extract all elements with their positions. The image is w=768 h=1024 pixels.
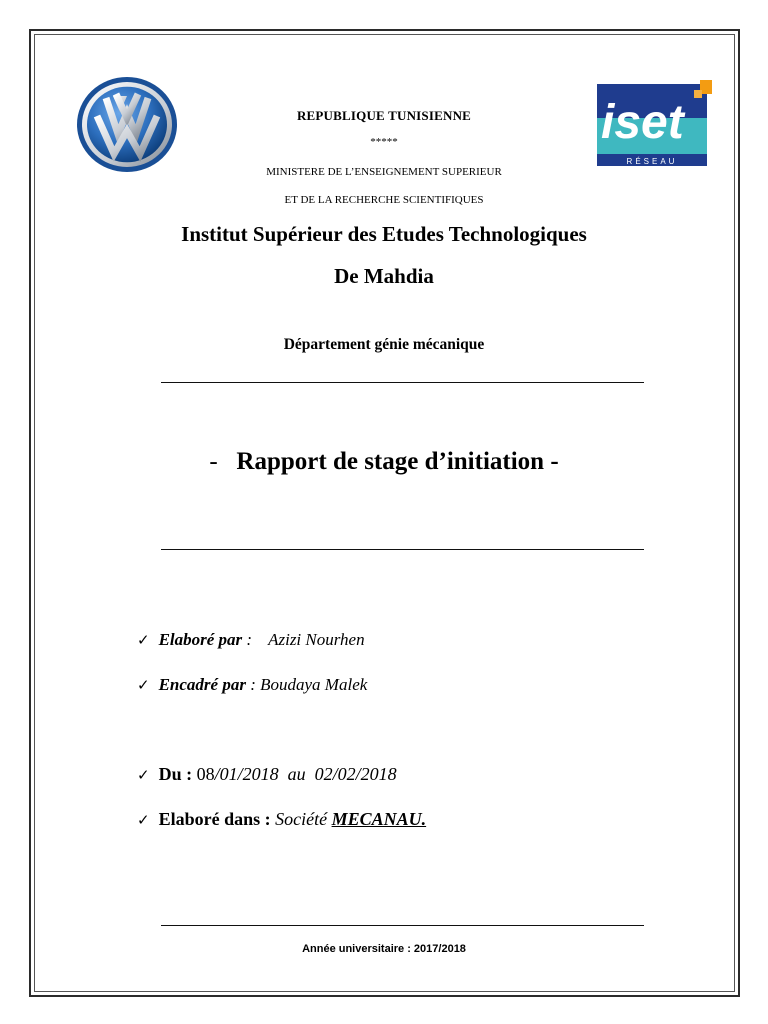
period-end: 02/02/2018: [314, 764, 397, 784]
divider-middle: [161, 549, 644, 550]
period-connector: au: [287, 764, 306, 784]
supervised-by-separator: :: [245, 675, 256, 694]
separator-stars: *****: [370, 136, 398, 148]
republic-heading: REPUBLIQUE TUNISIENNE: [296, 108, 472, 123]
iset-logo: [597, 80, 712, 168]
company-label: Elaboré dans :: [158, 809, 271, 829]
ministry-line-1: MINISTERE DE L’ENSEIGNEMENT SUPERIEUR: [266, 166, 502, 178]
prepared-by-label: Elaboré par: [158, 630, 243, 649]
checkmark-icon: ✓: [137, 766, 150, 784]
company-name: MECANAU.: [331, 809, 427, 829]
divider-bottom: [161, 925, 644, 926]
svg-text:iset: iset: [601, 96, 684, 149]
institute-name: Institut Supérieur des Etudes Technologiques: [181, 222, 587, 246]
supervised-by-label: Encadré par: [158, 675, 246, 694]
institute-city: De Mahdia: [334, 264, 434, 288]
iset-subtitle: RÉSEAU: [626, 157, 678, 166]
checkmark-icon: ✓: [137, 811, 150, 829]
checkmark-icon: ✓: [137, 631, 150, 649]
prepared-by-value: Azizi Nourhen: [268, 630, 365, 649]
company-prefix: Société: [275, 809, 328, 829]
detail-company: [137, 809, 426, 830]
supervised-by-value: Boudaya Malek: [260, 675, 368, 694]
department-name: Département génie mécanique: [283, 336, 485, 353]
period-start-prefix: 08: [196, 764, 215, 784]
detail-supervised-by: [137, 675, 367, 695]
report-title-dash: -: [209, 448, 218, 475]
academic-year: Année universitaire : 2017/2018: [302, 943, 466, 955]
period-start-rest: /01/2018: [214, 764, 279, 784]
vw-logo: [76, 76, 178, 173]
divider-top: [161, 382, 644, 383]
prepared-by-separator: :: [242, 630, 253, 649]
report-title: [0, 448, 768, 476]
checkmark-icon: ✓: [137, 676, 150, 694]
detail-prepared-by: [137, 630, 365, 650]
period-label: Du :: [158, 764, 193, 784]
report-title-text: Rapport de stage d’initiation -: [236, 448, 559, 475]
ministry-line-2: ET DE LA RECHERCHE SCIENTIFIQUES: [284, 194, 484, 206]
detail-period: [137, 764, 397, 785]
